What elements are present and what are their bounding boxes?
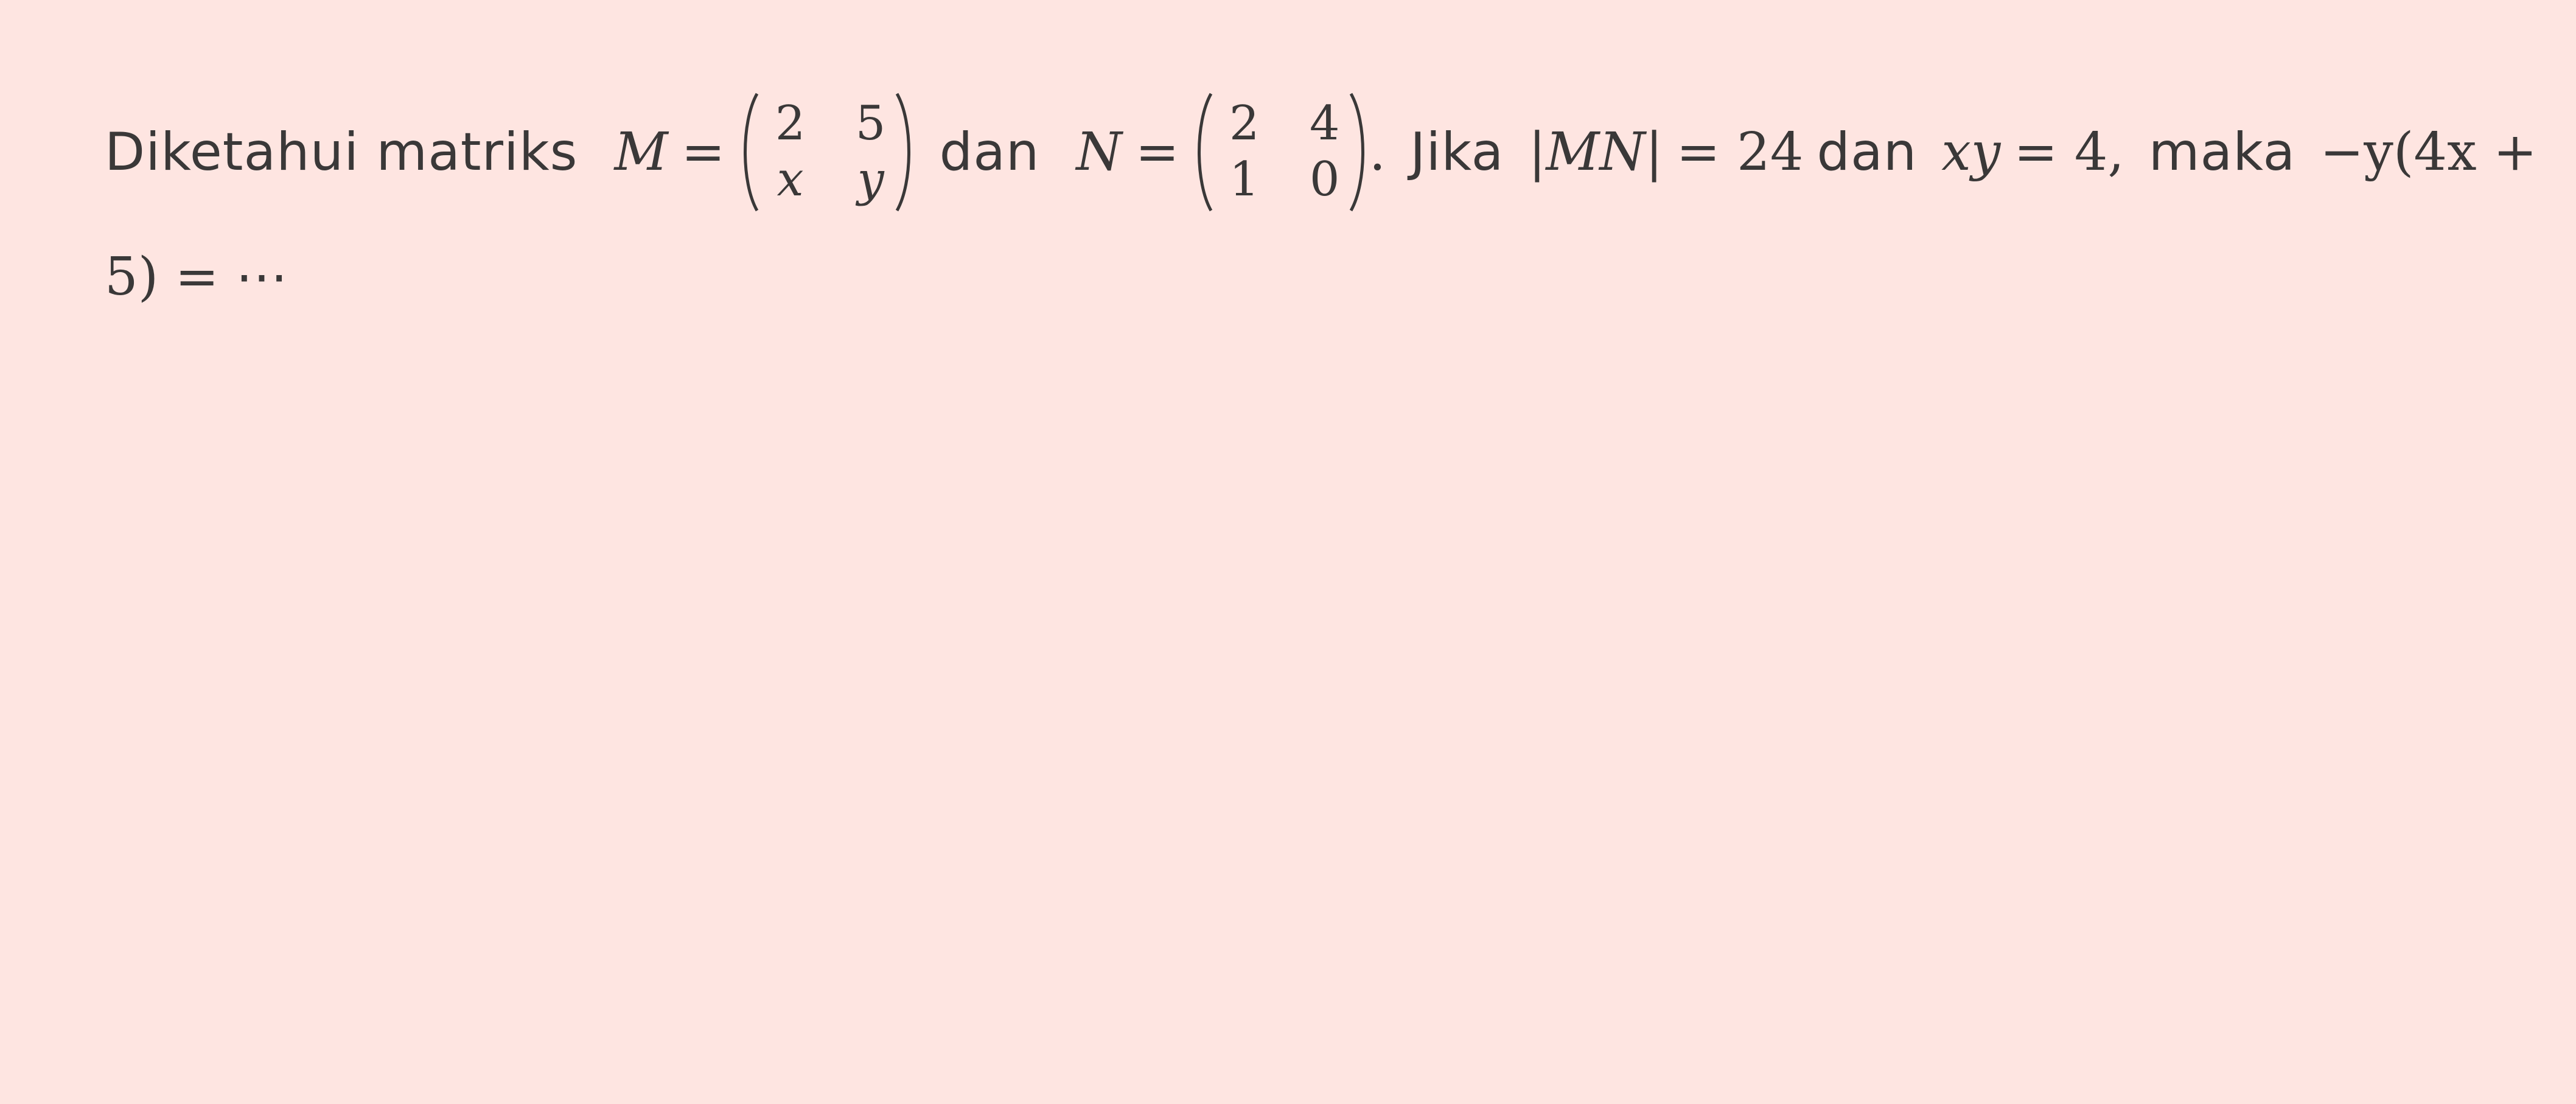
question-line-2 [105, 216, 2490, 338]
matrix-n [1193, 91, 1369, 213]
determinant-value: = 24 [1676, 122, 1804, 183]
target-expression-part1: −y(4x + [2320, 122, 2538, 183]
then-word: maka [2148, 122, 2296, 183]
target-expression-part2: 5) = ⋯ [105, 246, 288, 308]
matrix-m-name: M [614, 122, 668, 183]
conjunction-dan: dan [939, 122, 1040, 183]
matrix-m-cell: 5 [855, 96, 886, 152]
matrix-n-cell: 2 [1229, 96, 1260, 152]
matrix-n-equals: = [1135, 122, 1179, 183]
matrix-m-cell: x [777, 152, 804, 208]
matrix-m-cell: y [857, 152, 884, 208]
question-line-1 [105, 88, 2538, 216]
question-text [105, 88, 2538, 338]
matrix-n-cell: 0 [1309, 152, 1340, 208]
matrix-m-cell: 2 [775, 96, 806, 152]
intro-text: Diketahui matriks [105, 122, 578, 183]
matrix-m [739, 91, 915, 213]
matrix-n-cell: 1 [1229, 152, 1260, 208]
right-paren [1349, 91, 1369, 213]
matrix-m-equals: = [681, 122, 725, 183]
product-value: = 4, [2014, 122, 2124, 183]
matrix-n-cell: 4 [1309, 96, 1340, 152]
left-paren [739, 91, 759, 213]
conjunction-dan-2: dan [1817, 122, 1918, 183]
left-paren [1193, 91, 1213, 213]
sentence-period: . [1369, 122, 1386, 183]
matrix-n-name: N [1076, 122, 1122, 183]
right-paren [895, 91, 915, 213]
product-expression: xy [1941, 122, 2001, 183]
if-word: Jika [1410, 122, 1504, 183]
determinant-expression: |MN| [1528, 122, 1663, 183]
